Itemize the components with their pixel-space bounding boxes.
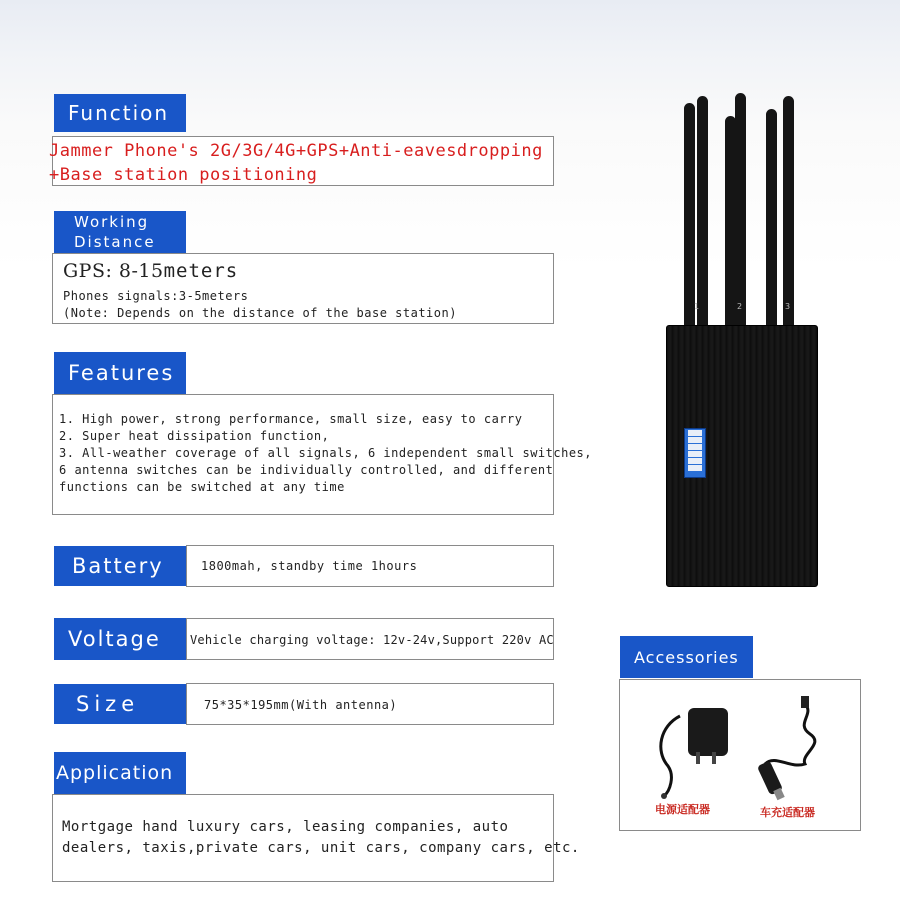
voltage-label: Voltage — [54, 618, 186, 660]
antenna — [697, 96, 708, 328]
size-box — [186, 683, 554, 725]
application-line1: Mortgage hand luxury cars, leasing companies, auto — [62, 819, 509, 835]
feature-item: functions can be switched at any time — [59, 480, 345, 494]
distance-note: (Note: Depends on the distance of the base station) — [63, 306, 457, 320]
application-box — [52, 794, 580, 882]
features-box — [52, 394, 592, 515]
feature-item: 2. Super heat dissipation function, — [59, 429, 330, 443]
features-label: Features — [54, 352, 186, 394]
battery-label: Battery — [54, 546, 186, 586]
size-label: Size — [54, 684, 186, 724]
working-distance-box — [52, 253, 554, 324]
power-adapter-icon — [650, 696, 740, 801]
battery-value: 1800mah, standby time 1hours — [201, 559, 418, 573]
feature-item: 1. High power, strong performance, small size, easy to carry — [59, 412, 523, 426]
application-line2: dealers, taxis,private cars, unit cars, company cars, etc. — [62, 840, 580, 856]
voltage-box — [186, 618, 554, 660]
antenna-number: 2 — [737, 302, 743, 311]
application-label: Application — [54, 752, 186, 794]
battery-box — [186, 545, 554, 587]
gps-distance — [63, 260, 238, 282]
antenna — [766, 109, 777, 328]
voltage-value: Vehicle charging voltage: 12v-24v,Support 220v AC — [190, 633, 554, 647]
gps-distance-suffix: meters — [163, 260, 239, 282]
phones-distance: Phones signals:3-5meters — [63, 289, 249, 303]
feature-item: 6 antenna switches can be individually controlled, and different — [59, 463, 554, 477]
working-distance-label-line1: Working — [74, 213, 150, 231]
working-distance-label-line2: Distance — [74, 233, 156, 251]
antenna — [735, 93, 746, 328]
function-line1: Jammer Phone's 2G/3G/4G+GPS+Anti-eavesdropping — [49, 141, 543, 161]
antenna-number: 3 — [785, 302, 791, 311]
antenna — [684, 103, 695, 328]
function-label: Function — [54, 94, 186, 132]
working-distance-label — [54, 211, 186, 253]
function-box — [49, 136, 554, 186]
adapter-caption: 电源适配器 — [655, 803, 710, 816]
dip-switch-panel — [684, 428, 706, 478]
antenna-number: 1 — [694, 302, 700, 311]
antenna — [783, 96, 794, 328]
size-value: 75*35*195mm(With antenna) — [204, 698, 398, 712]
feature-item: 3. All-weather coverage of all signals, 6 independent small switches, — [59, 446, 592, 460]
accessories-label: Accessories — [620, 636, 753, 678]
car-charger-icon — [745, 694, 835, 804]
function-line2: +Base station positioning — [49, 165, 318, 185]
gps-distance-prefix: GPS: 8-15 — [63, 260, 164, 282]
car-charger-caption: 车充适配器 — [760, 806, 815, 819]
accessories-box — [619, 679, 861, 831]
